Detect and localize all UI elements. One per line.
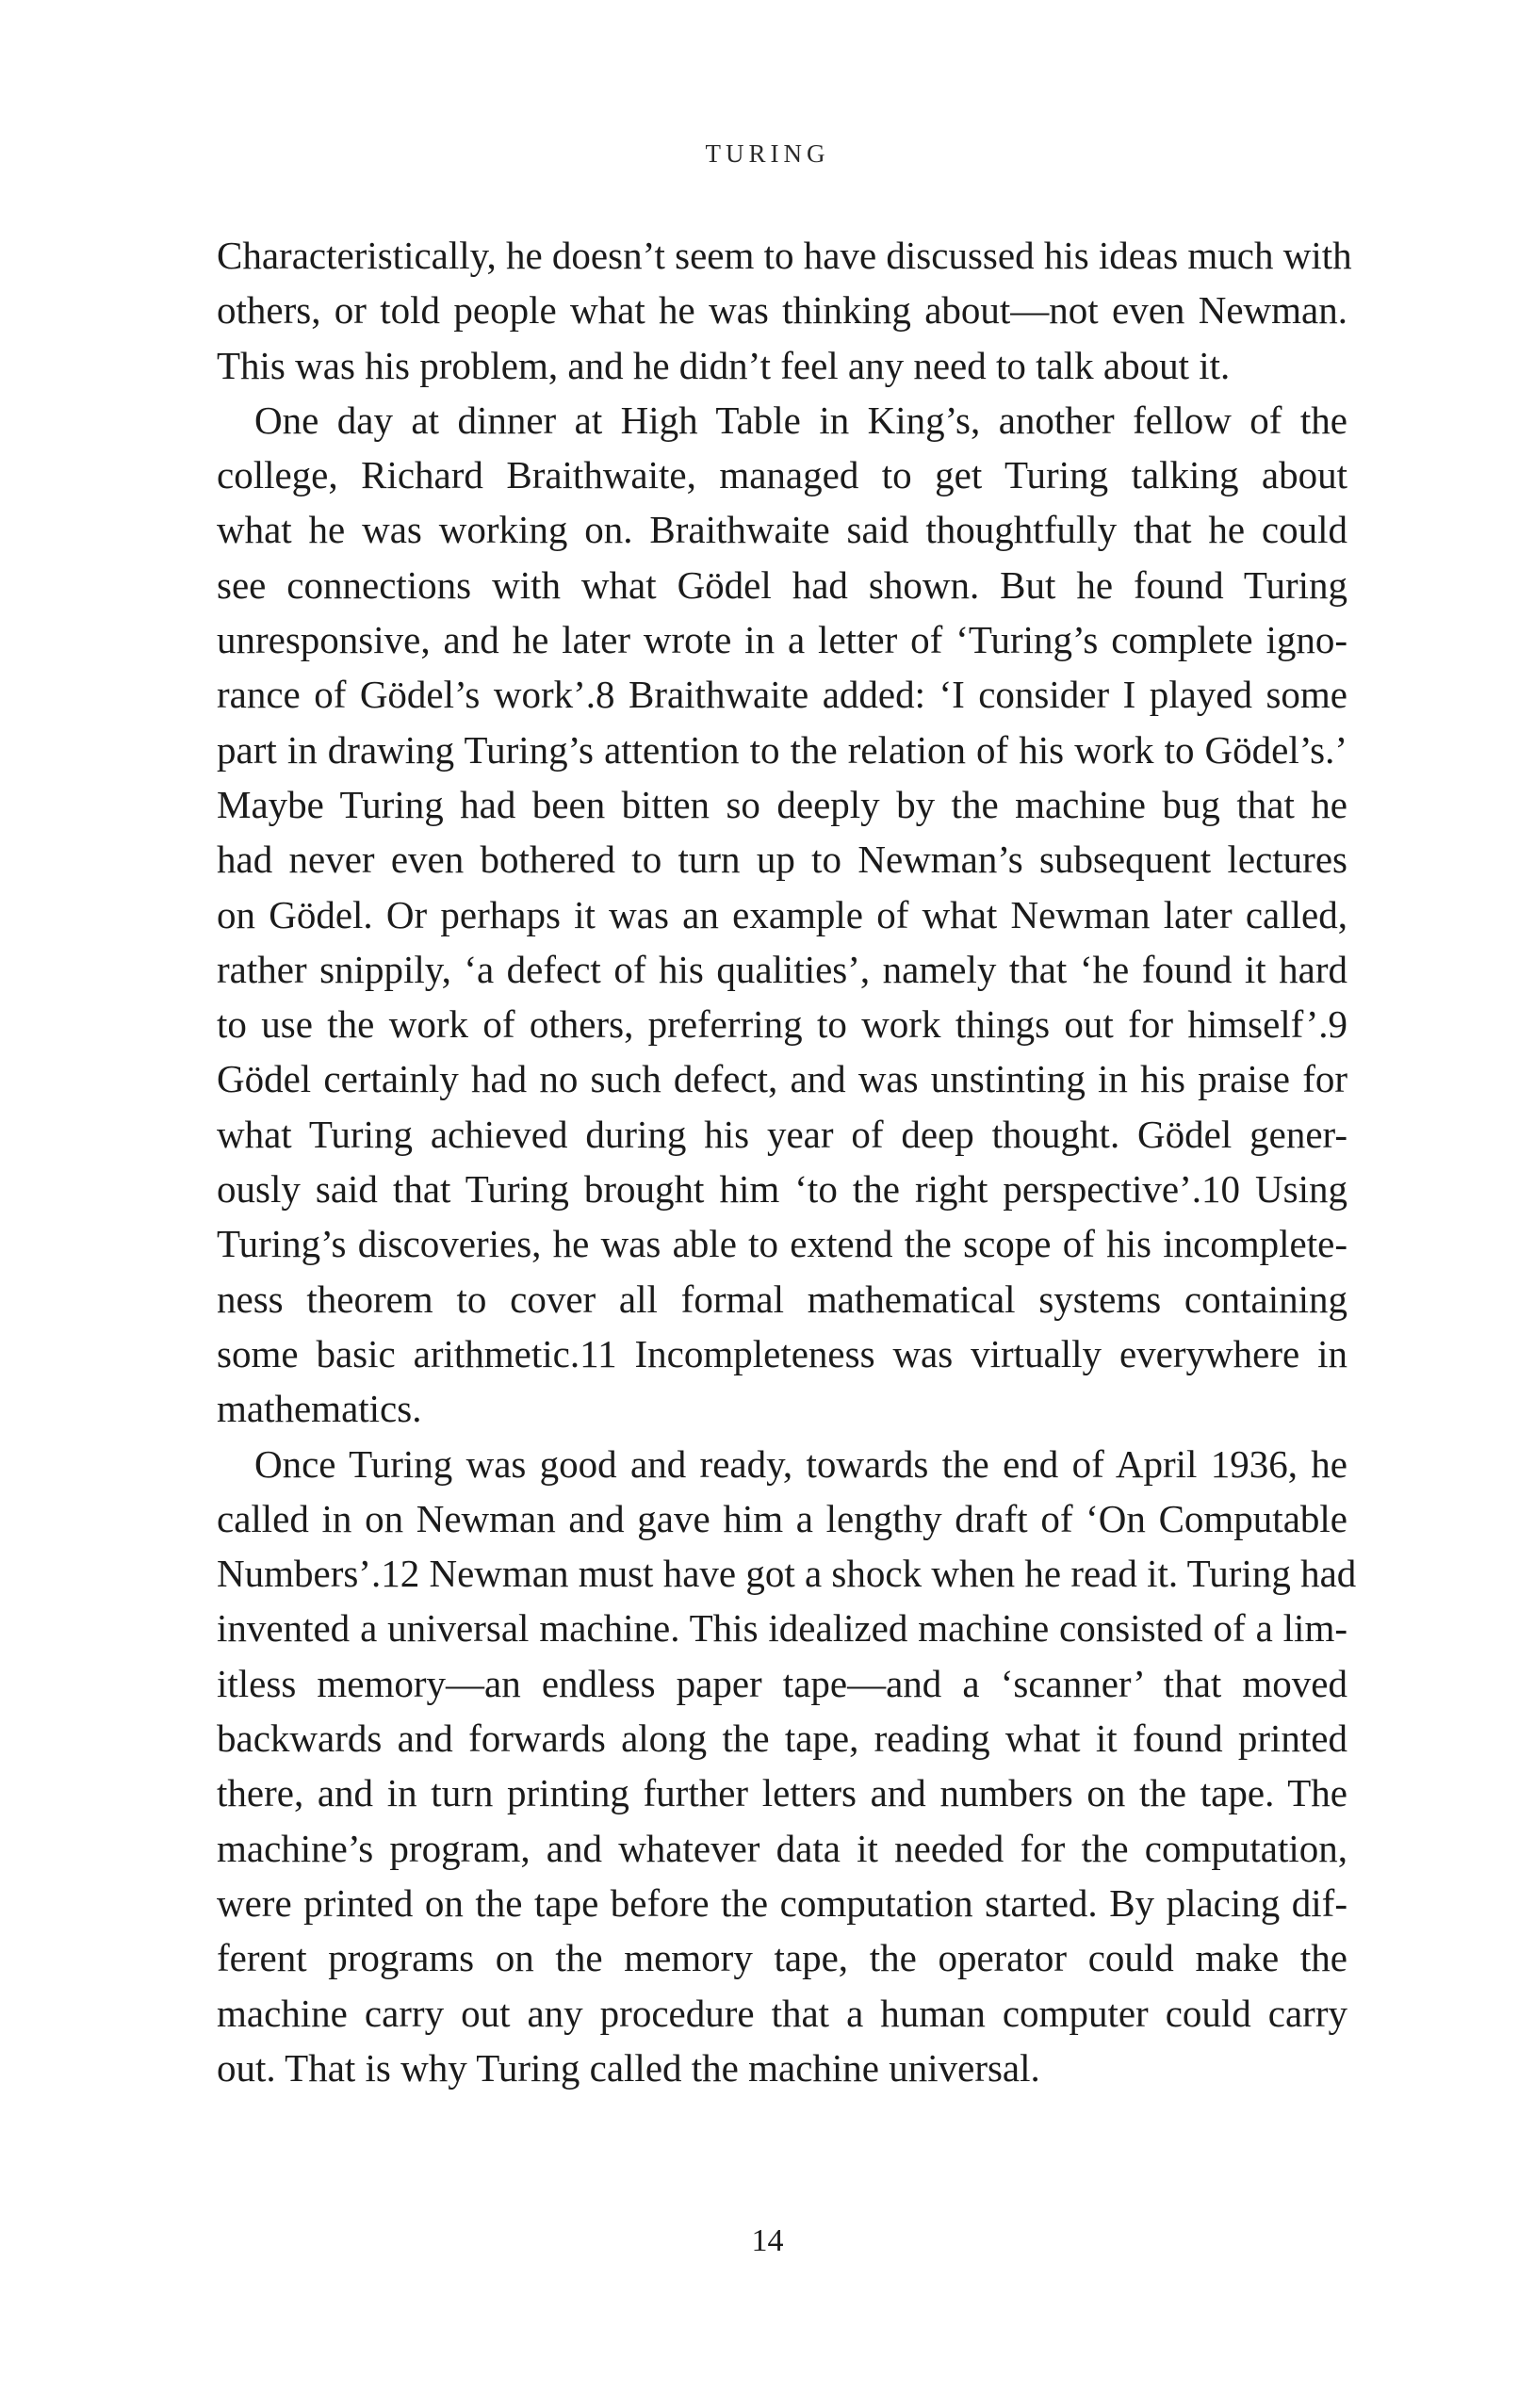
body-text xyxy=(217,228,1357,2095)
text-line: itless memory—an endless paper tape—and a ‘scanner’ that moved xyxy=(217,1661,1347,1705)
text-line: ously said that Turing brought him ‘to the right perspective’.10 Using xyxy=(217,1167,1347,1212)
text-line: Numbers’.12 Newman must have got a shock when he read it. Turing had xyxy=(217,1552,1357,1596)
text-line: Gödel certainly had no such defect, and was unstinting in his praise for xyxy=(217,1057,1347,1101)
text-line: had never even bothered to turn up to Newman’s subsequent lectures xyxy=(217,838,1347,882)
text-line: Once Turing was good and ready, towards the end of April 1936, he xyxy=(254,1441,1347,1486)
text-line: unresponsive, and he later wrote in a letter of ‘Turing’s complete igno- xyxy=(217,618,1347,662)
text-line: invented a universal machine. This idealized machine consisted of a lim- xyxy=(217,1606,1347,1651)
text-line: there, and in turn printing further letters and numbers on the tape. The xyxy=(217,1771,1347,1815)
text-line: to use the work of others, preferring to work things out for himself’.9 xyxy=(217,1002,1347,1047)
text-line: others, or told people what he was thinking about—not even Newman. xyxy=(217,288,1347,333)
text-line: machine’s program, and whatever data it needed for the computation, xyxy=(217,1826,1347,1870)
text-line: see connections with what Gödel had shown. But he found Turing xyxy=(217,562,1347,607)
text-line: One day at dinner at High Table in King’s, another fellow of the xyxy=(254,398,1347,442)
text-line: This was his problem, and he didn’t feel any need to talk about it. xyxy=(217,343,1231,387)
text-line: what he was working on. Braithwaite said thoughtfully that he could xyxy=(217,508,1347,552)
text-line: were printed on the tape before the computation started. By placing dif- xyxy=(217,1880,1347,1925)
text-line: ferent programs on the memory tape, the operator could make the xyxy=(217,1936,1347,1980)
text-line: ness theorem to cover all formal mathematical systems containing xyxy=(217,1277,1347,1321)
text-line: out. That is why Turing called the machine universal. xyxy=(217,2045,1040,2090)
text-line: Characteristically, he doesn’t seem to have discussed his ideas much with xyxy=(217,234,1352,277)
text-line: on Gödel. Or perhaps it was an example of what Newman later called, xyxy=(217,892,1347,936)
text-line: rather snippily, ‘a defect of his qualities’, namely that ‘he found it hard xyxy=(217,947,1347,991)
paragraph xyxy=(217,1437,1357,2096)
text-line: what Turing achieved during his year of deep thought. Gödel gener- xyxy=(217,1112,1347,1156)
text-line: some basic arithmetic.11 Incompleteness was virtually everywhere in xyxy=(217,1331,1347,1375)
text-line: mathematics. xyxy=(217,1387,422,1431)
paragraph xyxy=(217,228,1352,393)
text-line: machine carry out any procedure that a human computer could carry xyxy=(217,1991,1347,2035)
text-line: Maybe Turing had been bitten so deeply by the machine bug that he xyxy=(217,782,1347,826)
page-number: 14 xyxy=(751,2223,784,2258)
text-line: rance of Gödel’s work’.8 Braithwaite added: ‘I consider I played some xyxy=(217,673,1347,717)
paragraph xyxy=(217,393,1347,1437)
text-line: backwards and forwards along the tape, reading what it found printed xyxy=(217,1717,1347,1761)
running-head: TURING xyxy=(705,139,830,168)
text-line: called in on Newman and gave him a lengthy draft of ‘On Computable xyxy=(217,1496,1347,1540)
text-line: college, Richard Braithwaite, managed to get Turing talking about xyxy=(217,453,1347,497)
text-line: Turing’s discoveries, he was able to extend the scope of his incomplete- xyxy=(217,1222,1347,1266)
text-line: part in drawing Turing’s attention to the relation of his work to Gödel’s.’ xyxy=(217,727,1347,772)
